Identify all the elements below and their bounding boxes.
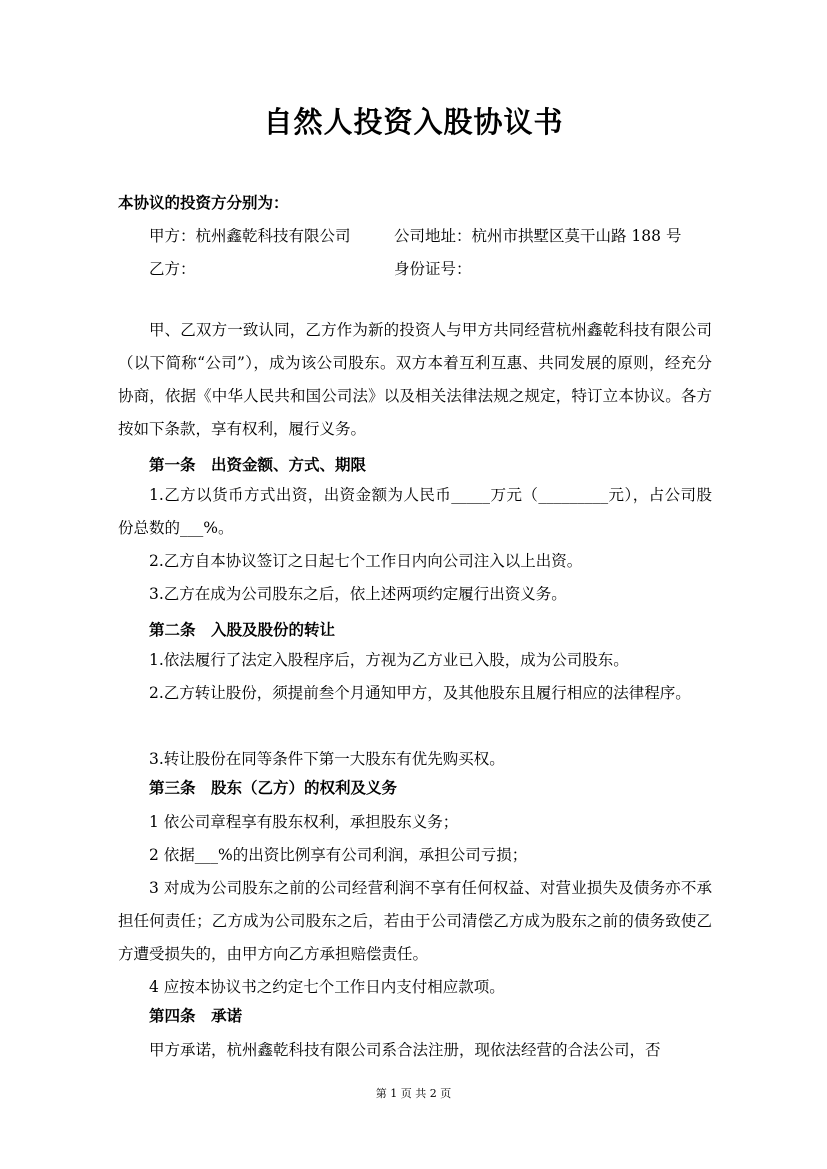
intro-heading: 本协议的投资方分别为：	[118, 194, 289, 212]
article-2-clause-3: 3.转让股份在同等条件下第一大股东有优先购买权。	[149, 750, 505, 768]
article-3-heading: 第三条 股东（乙方）的权利及义务	[149, 779, 398, 797]
article-4-heading: 第四条 承诺	[149, 1007, 243, 1025]
article-3-clause-3: 3 对成为公司股东之前的公司经营利润不享有任何权益、对营业损失及债务亦不承担任何责任；乙方成为公司股东之后，若由于公司清偿乙方成为股东之前的债务致使乙方遭受损失的，由甲方向乙方承担赔偿责任。	[118, 879, 712, 963]
article-3-clause-2: 2 依据___%的出资比例享有公司利润，承担公司亏损；	[149, 846, 528, 864]
article-3-clause-1: 1 依公司章程享有股东权利，承担股东义务；	[149, 813, 459, 831]
article-1-clause-2: 2.乙方自本协议签订之日起七个工作日内向公司注入以上出资。	[149, 552, 583, 570]
preamble-paragraph: 甲、乙双方一致认同，乙方作为新的投资人与甲方共同经营杭州鑫乾科技有限公司（以下简称“公司”），成为该公司股东。双方本着互利互惠、共同发展的原则，经充分协商，依据《中华人民共和国公司法》以及相关法律法规之规定，特订立本协议。各方按如下条款，享有权利，履行义务。	[118, 321, 712, 438]
party-b-id-label: 身份证号：	[394, 260, 472, 278]
article-2-heading: 第二条 入股及股份的转让	[149, 621, 336, 639]
party-a-address: 公司地址：杭州市拱墅区莫干山路 188 号	[394, 227, 682, 245]
article-1-clause-1: 1.乙方以货币方式出资，出资金额为人民币_____万元（_________元），占公司股份总数的___%。	[118, 486, 712, 537]
party-a-label: 甲方：杭州鑫乾科技有限公司	[149, 227, 351, 245]
page-number: 第 1 页 共 2 页	[375, 1087, 452, 1100]
party-b-label: 乙方：	[149, 260, 196, 278]
article-4-clause-1: 甲方承诺，杭州鑫乾科技有限公司系合法注册，现依法经营的合法公司，否	[149, 1041, 661, 1059]
article-3-clause-4: 4 应按本协议书之约定七个工作日内支付相应款项。	[149, 978, 505, 996]
article-1-clause-3: 3.乙方在成为公司股东之后，依上述两项约定履行出资义务。	[149, 585, 567, 603]
document-title: 自然人投资入股协议书	[263, 105, 564, 139]
article-1-heading: 第一条 出资金额、方式、期限	[149, 456, 367, 474]
article-2-clause-2: 2.乙方转让股份，须提前叁个月通知甲方，及其他股东且履行相应的法律程序。	[149, 684, 691, 702]
article-2-clause-1: 1.依法履行了法定入股程序后，方视为乙方业已入股，成为公司股东。	[149, 651, 629, 669]
